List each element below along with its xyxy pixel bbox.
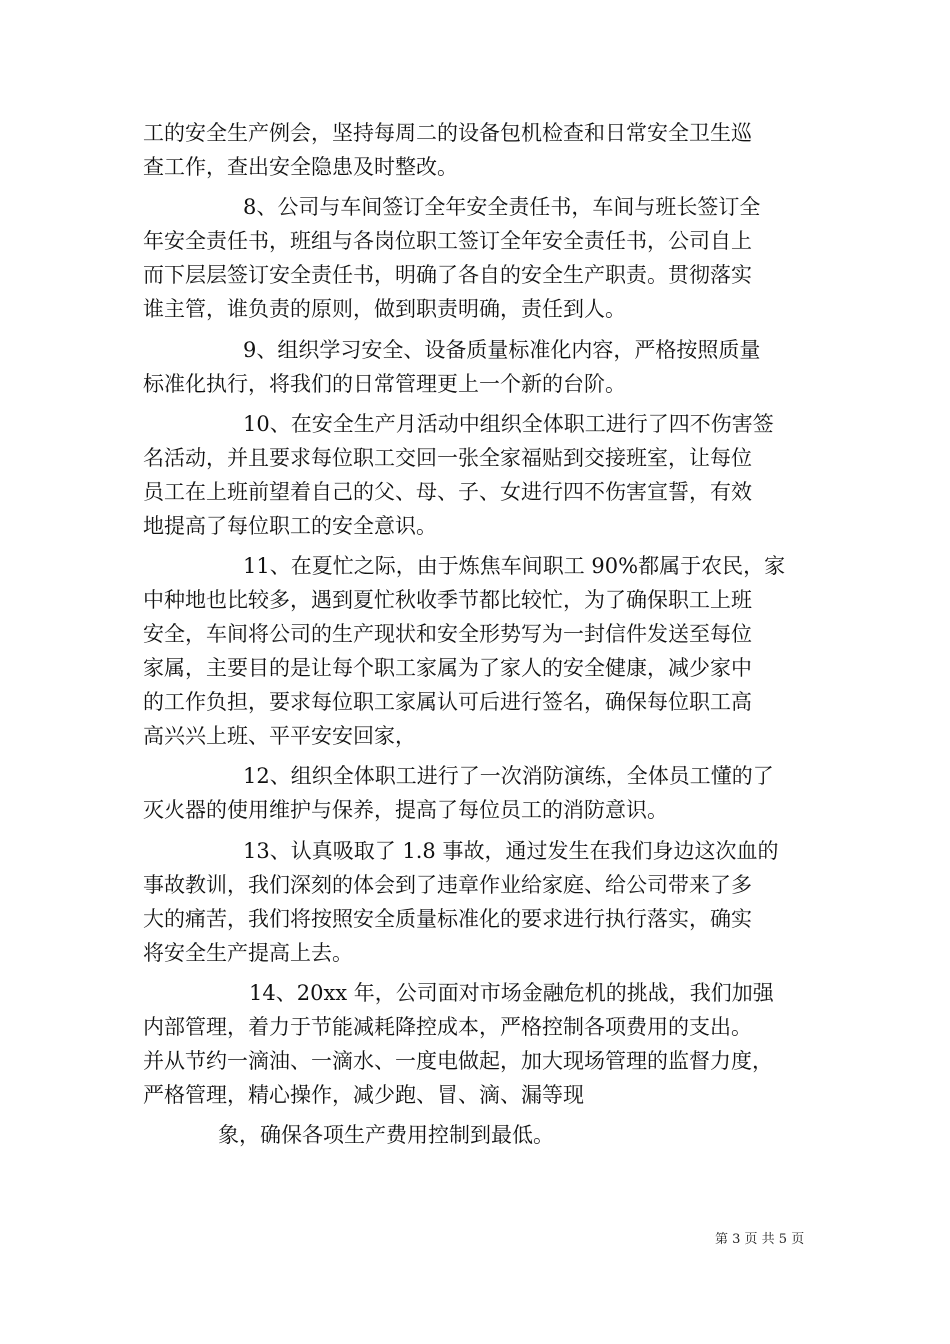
text-line: 年安全责任书，班组与各岗位职工签订全年安全责任书，公司自上 — [143, 229, 752, 254]
text-line: 员工在上班前望着自己的父、母、子、女进行四不伤害宣誓，有效 — [143, 479, 752, 504]
text-line: 而下层层签订安全责任书，明确了各自的安全生产职责。贯彻落实 — [143, 263, 752, 288]
text-line: 内部管理，着力于节能减耗降控成本，严格控制各项费用的支出。 — [143, 1015, 752, 1040]
text-line: 严格管理，精心操作，减少跑、冒、滴、漏等现 — [143, 1083, 584, 1108]
paragraph-10-start: 10、在安全生产月活动中组织全体职工进行了四不伤害签 — [243, 411, 774, 436]
text-line: 的工作负担，要求每位职工家属认可后进行签名，确保每位职工高 — [143, 690, 752, 715]
text-line: 灭火器的使用维护与保养，提高了每位员工的消防意识。 — [143, 798, 668, 823]
text-line: 高兴兴上班、平平安安回家， — [143, 724, 416, 749]
text-line: 事故教训，我们深刻的体会到了违章作业给家庭、给公司带来了多 — [143, 872, 752, 897]
paragraph-8-start: 8、公司与车间签订全年安全责任书，车间与班长签订全 — [243, 195, 761, 220]
text-line: 安全，车间将公司的生产现状和安全形势写为一封信件发送至每位 — [143, 622, 752, 647]
text-line: 标准化执行，将我们的日常管理更上一个新的台阶。 — [143, 371, 626, 396]
text-line: 并从节约一滴油、一滴水、一度电做起，加大现场管理的监督力度， — [143, 1049, 773, 1074]
text-line: 谁主管，谁负责的原则，做到职责明确，责任到人。 — [143, 297, 626, 322]
paragraph-13-start: 13、认真吸取了 1.8 事故，通过发生在我们身边这次血的 — [243, 838, 779, 863]
text-line: 将安全生产提高上去。 — [143, 940, 353, 965]
text-line: 家属，主要目的是让每个职工家属为了家人的安全健康，减少家中 — [143, 656, 752, 681]
paragraph-12-start: 12、组织全体职工进行了一次消防演练，全体员工懂的了 — [243, 764, 774, 789]
paragraph-14-start: 14、20xx 年，公司面对市场金融危机的挑战，我们加强 — [249, 981, 774, 1006]
text-line: 名活动，并且要求每位职工交回一张全家福贴到交接班室，让每位 — [143, 445, 752, 470]
document-body — [143, 116, 815, 1152]
page-number: 第 3 页 共 5 页 — [715, 1232, 805, 1247]
text-line: 象，确保各项生产费用控制到最低。 — [218, 1123, 554, 1148]
text-line: 工的安全生产例会，坚持每周二的设备包机检查和日常安全卫生巡 — [143, 121, 752, 145]
paragraph-11-start: 11、在夏忙之际，由于炼焦车间职工 90%都属于农民，家 — [243, 554, 786, 579]
text-line: 查工作，查出安全隐患及时整改。 — [143, 155, 458, 179]
text-line: 中种地也比较多，遇到夏忙秋收季节都比较忙，为了确保职工上班 — [143, 588, 752, 613]
text-line: 大的痛苦，我们将按照安全质量标准化的要求进行执行落实，确实 — [143, 906, 752, 931]
paragraph-9-start: 9、组织学习安全、设备质量标准化内容，严格按照质量 — [243, 337, 761, 362]
text-line: 地提高了每位职工的安全意识。 — [143, 513, 437, 538]
